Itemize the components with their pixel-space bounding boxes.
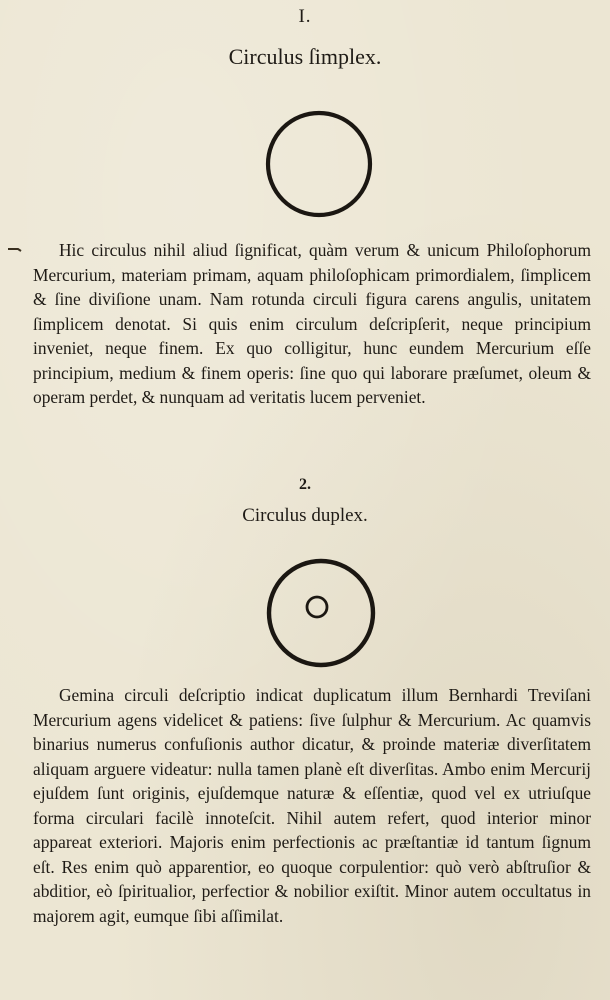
section-title-1: Circulus ſimplex. <box>228 44 382 69</box>
outer-circle <box>268 113 370 215</box>
section-number-1: I. <box>298 6 312 27</box>
margin-mark <box>8 247 22 252</box>
paragraph-1: Hic circulus nihil aliud ſignificat, quàm verum & unicum Philoſophorum Mercurium, materiam primam, aquam philoſophicam primordialem, ſimplicem & ſine diviſione unam. Nam rotunda circuli figura carens angulis, unitatem ſimplicem denotat. Si quis enim circulum deſcripſerit, neque principium inveniet, neque finem. Ex quo colligitur, hunc eundem Mercurium eſſe principium, medium & finem operis: ſine quo qui laborare præſumet, oleum & operam perdet, & nunquam ad veritatis lucem perveniet. <box>33 240 591 407</box>
outer-circle <box>269 561 373 665</box>
paragraph-2: Gemina circuli deſcriptio indicat duplicatum illum Bernhardi Treviſani Mercurium agens videlicet & patiens: ſive ſulphur & Mercurium. Ac quamvis binarius numerus confuſionis author dicatur, & proinde materiæ diverſitatem aliquam arguere videatur: nulla tamen planè eſt diverſitas. Ambo enim Mercurij ejuſdem ſunt originis, ejuſdemque naturæ & eſſentiæ, quod vel ex utriuſque forma circulari facilè innoteſcit. Nihil autem refert, quod interior minor appareat exteriori. Majoris enim perfectionis ac præſtantiæ id tantum ſignum eſt. Res enim quò apparentior, eo quoque corpulentior: quò verò abſtruſior & abditior, eò ſpiritualior, perfectior & nobilior exiſtit. Minor autem occultatus in majorem agit, eumque ſibi aſſimilat. <box>33 685 591 926</box>
double-circle-figure <box>259 551 383 675</box>
simple-circle-figure <box>259 104 379 224</box>
inner-circle <box>307 597 327 617</box>
section-title-2: Circulus duplex. <box>242 505 368 526</box>
section-number-2: 2. <box>299 476 311 493</box>
